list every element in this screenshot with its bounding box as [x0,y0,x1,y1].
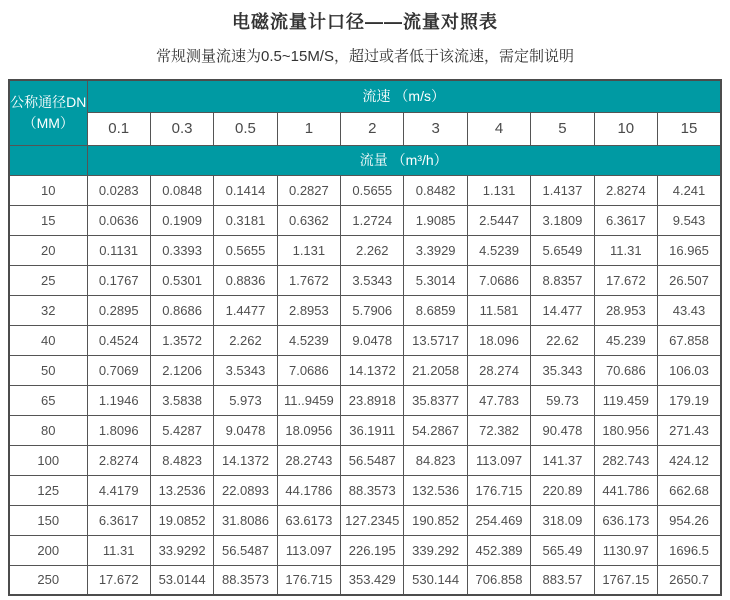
velocity-value-cell: 1 [277,112,340,145]
flow-value-cell: 119.459 [594,385,657,415]
flow-value-cell: 16.965 [658,235,721,265]
flow-value-cell: 53.0144 [150,565,213,595]
flow-value-cell: 220.89 [531,475,594,505]
flow-value-cell: 1.4137 [531,175,594,205]
flow-value-cell: 2.8274 [594,175,657,205]
flow-value-cell: 2650.7 [658,565,721,595]
flow-value-cell: 636.173 [594,505,657,535]
flow-value-cell: 452.389 [467,535,530,565]
flow-value-cell: 1.4477 [214,295,277,325]
flow-value-cell: 5.6549 [531,235,594,265]
flow-value-cell: 11.31 [594,235,657,265]
flow-value-cell: 7.0686 [467,265,530,295]
velocity-value-cell: 10 [594,112,657,145]
velocity-value-cell: 4 [467,112,530,145]
flow-value-cell: 18.0956 [277,415,340,445]
dn-cell: 65 [9,385,87,415]
flow-value-cell: 318.09 [531,505,594,535]
table-row [9,445,721,475]
flow-value-cell: 9.543 [658,205,721,235]
table-row [9,295,721,325]
flow-value-cell: 0.7069 [87,355,150,385]
dn-cell: 10 [9,175,87,205]
flow-value-cell: 0.5655 [214,235,277,265]
dn-cell: 80 [9,415,87,445]
flow-value-cell: 176.715 [277,565,340,595]
flow-value-cell: 17.672 [594,265,657,295]
velocity-value-cell: 0.3 [150,112,213,145]
flow-value-cell: 3.3929 [404,235,467,265]
flow-value-cell: 1.8096 [87,415,150,445]
flow-value-cell: 13.5717 [404,325,467,355]
flow-value-cell: 88.3573 [341,475,404,505]
flow-value-cell: 56.5487 [214,535,277,565]
flow-value-cell: 113.097 [277,535,340,565]
flow-rate-table [8,79,722,596]
flow-value-cell: 0.1131 [87,235,150,265]
flow-value-cell: 2.1206 [150,355,213,385]
flow-value-cell: 424.12 [658,445,721,475]
dn-cell: 15 [9,205,87,235]
flow-value-cell: 22.62 [531,325,594,355]
flow-value-cell: 4.241 [658,175,721,205]
flow-value-cell: 28.2743 [277,445,340,475]
flow-value-cell: 5.973 [214,385,277,415]
table-row [9,475,721,505]
velocity-value-cell: 15 [658,112,721,145]
flow-value-cell: 8.6859 [404,295,467,325]
dn-cell: 50 [9,355,87,385]
flow-value-cell: 106.03 [658,355,721,385]
flow-value-cell: 19.0852 [150,505,213,535]
table-row [9,565,721,595]
flow-value-cell: 113.097 [467,445,530,475]
flow-value-cell: 28.274 [467,355,530,385]
dn-cell: 125 [9,475,87,505]
flow-value-cell: 1.7672 [277,265,340,295]
flow-value-cell: 35.343 [531,355,594,385]
table-row [9,505,721,535]
flow-value-cell: 0.2827 [277,175,340,205]
flow-value-cell: 23.8918 [341,385,404,415]
table-row [9,355,721,385]
table-row [9,325,721,355]
flow-value-cell: 11..9459 [277,385,340,415]
flow-value-cell: 1767.15 [594,565,657,595]
flow-value-cell: 4.5239 [467,235,530,265]
table-row [9,175,721,205]
flow-header-row [9,145,721,175]
velocity-value-cell: 2 [341,112,404,145]
flow-value-cell: 132.536 [404,475,467,505]
corner-header-line2: （MM） [22,114,74,131]
flow-value-cell: 141.37 [531,445,594,475]
table-row [9,535,721,565]
flow-value-cell: 0.8836 [214,265,277,295]
flow-value-cell: 0.1767 [87,265,150,295]
flow-value-cell: 9.0478 [341,325,404,355]
flow-value-cell: 5.3014 [404,265,467,295]
flow-value-cell: 7.0686 [277,355,340,385]
dn-cell: 20 [9,235,87,265]
corner-header-dn-mm [9,80,87,145]
flow-value-cell: 28.953 [594,295,657,325]
flow-value-cell: 271.43 [658,415,721,445]
flow-value-cell: 1.131 [467,175,530,205]
flow-value-cell: 5.7906 [341,295,404,325]
table-body [9,175,721,595]
flow-value-cell: 6.3617 [87,505,150,535]
flow-header-spacer-cell [9,145,87,175]
flow-value-cell: 67.858 [658,325,721,355]
dn-cell: 40 [9,325,87,355]
flow-value-cell: 35.8377 [404,385,467,415]
table-row [9,205,721,235]
table-row [9,235,721,265]
flow-value-cell: 0.8482 [404,175,467,205]
flow-value-cell: 47.783 [467,385,530,415]
page-title: 电磁流量计口径——流量对照表 [232,12,498,32]
velocity-header-row [9,80,721,112]
flow-value-cell: 1.131 [277,235,340,265]
flow-value-cell: 26.507 [658,265,721,295]
flow-value-cell: 1130.97 [594,535,657,565]
flow-value-cell: 1.2724 [341,205,404,235]
flow-value-cell: 0.5301 [150,265,213,295]
flow-value-cell: 226.195 [341,535,404,565]
flow-value-cell: 17.672 [87,565,150,595]
flow-value-cell: 441.786 [594,475,657,505]
flow-value-cell: 3.5343 [341,265,404,295]
flow-value-cell: 2.262 [214,325,277,355]
flow-value-cell: 3.1809 [531,205,594,235]
flow-value-cell: 282.743 [594,445,657,475]
flow-value-cell: 0.6362 [277,205,340,235]
flow-value-cell: 14.477 [531,295,594,325]
flow-value-cell: 2.5447 [467,205,530,235]
flow-value-cell: 11.31 [87,535,150,565]
table-row [9,265,721,295]
flow-value-cell: 339.292 [404,535,467,565]
flow-value-cell: 56.5487 [341,445,404,475]
flow-value-cell: 4.5239 [277,325,340,355]
flow-value-cell: 44.1786 [277,475,340,505]
flow-value-cell: 706.858 [467,565,530,595]
flow-value-cell: 4.4179 [87,475,150,505]
flow-value-cell: 954.26 [658,505,721,535]
flow-value-cell: 59.73 [531,385,594,415]
flow-value-cell: 0.0636 [87,205,150,235]
flow-value-cell: 127.2345 [341,505,404,535]
dn-cell: 200 [9,535,87,565]
flow-value-cell: 254.469 [467,505,530,535]
flow-value-cell: 1.3572 [150,325,213,355]
flow-value-cell: 43.43 [658,295,721,325]
flow-value-cell: 5.4287 [150,415,213,445]
flow-value-cell: 176.715 [467,475,530,505]
flow-value-cell: 3.5343 [214,355,277,385]
flow-value-cell: 0.4524 [87,325,150,355]
flow-value-cell: 179.19 [658,385,721,415]
flow-value-cell: 0.3181 [214,205,277,235]
flow-value-cell: 88.3573 [214,565,277,595]
flow-value-cell: 13.2536 [150,475,213,505]
table-header [9,80,721,175]
flow-value-cell: 2.8274 [87,445,150,475]
flow-value-cell: 0.8686 [150,295,213,325]
flow-value-cell: 45.239 [594,325,657,355]
flow-value-cell: 33.9292 [150,535,213,565]
flow-value-cell: 565.49 [531,535,594,565]
flow-value-cell: 9.0478 [214,415,277,445]
flow-value-cell: 84.823 [404,445,467,475]
velocity-band-header: 流速 （m/s） [87,80,721,112]
flow-value-cell: 18.096 [467,325,530,355]
flow-value-cell: 1696.5 [658,535,721,565]
flow-value-cell: 2.8953 [277,295,340,325]
velocity-value-cell: 0.5 [214,112,277,145]
flow-value-cell: 22.0893 [214,475,277,505]
flow-value-cell: 0.1909 [150,205,213,235]
flow-value-cell: 8.4823 [150,445,213,475]
flow-value-cell: 21.2058 [404,355,467,385]
flow-value-cell: 8.8357 [531,265,594,295]
flow-value-cell: 90.478 [531,415,594,445]
flow-value-cell: 530.144 [404,565,467,595]
flow-value-cell: 883.57 [531,565,594,595]
flow-value-cell: 6.3617 [594,205,657,235]
velocity-value-cell: 0.1 [87,112,150,145]
flow-value-cell: 54.2867 [404,415,467,445]
flow-value-cell: 190.852 [404,505,467,535]
flow-value-cell: 0.5655 [341,175,404,205]
flow-value-cell: 70.686 [594,355,657,385]
flow-value-cell: 0.2895 [87,295,150,325]
corner-header-line1: 公称通径DN [10,94,87,111]
flow-value-cell: 31.8086 [214,505,277,535]
flow-value-cell: 2.262 [341,235,404,265]
flow-value-cell: 0.1414 [214,175,277,205]
table-row [9,415,721,445]
velocity-value-cell: 5 [531,112,594,145]
dn-cell: 100 [9,445,87,475]
flow-band-header: 流量 （m³/h） [87,145,721,175]
flow-value-cell: 180.956 [594,415,657,445]
flow-value-cell: 63.6173 [277,505,340,535]
flow-value-cell: 1.9085 [404,205,467,235]
flow-value-cell: 14.1372 [214,445,277,475]
flow-value-cell: 0.3393 [150,235,213,265]
flow-value-cell: 72.382 [467,415,530,445]
flow-value-cell: 14.1372 [341,355,404,385]
dn-cell: 32 [9,295,87,325]
flow-value-cell: 662.68 [658,475,721,505]
page-subtitle: 常规测量流速为0.5~15M/S，超过或者低于该流速，需定制说明 [156,48,574,65]
dn-cell: 150 [9,505,87,535]
velocity-values-row [9,112,721,145]
flow-value-cell: 11.581 [467,295,530,325]
flow-value-cell: 0.0283 [87,175,150,205]
flow-value-cell: 0.0848 [150,175,213,205]
dn-cell: 25 [9,265,87,295]
velocity-value-cell: 3 [404,112,467,145]
flow-value-cell: 353.429 [341,565,404,595]
table-row [9,385,721,415]
flow-value-cell: 3.5838 [150,385,213,415]
flow-value-cell: 36.1911 [341,415,404,445]
flow-value-cell: 1.1946 [87,385,150,415]
dn-cell: 250 [9,565,87,595]
